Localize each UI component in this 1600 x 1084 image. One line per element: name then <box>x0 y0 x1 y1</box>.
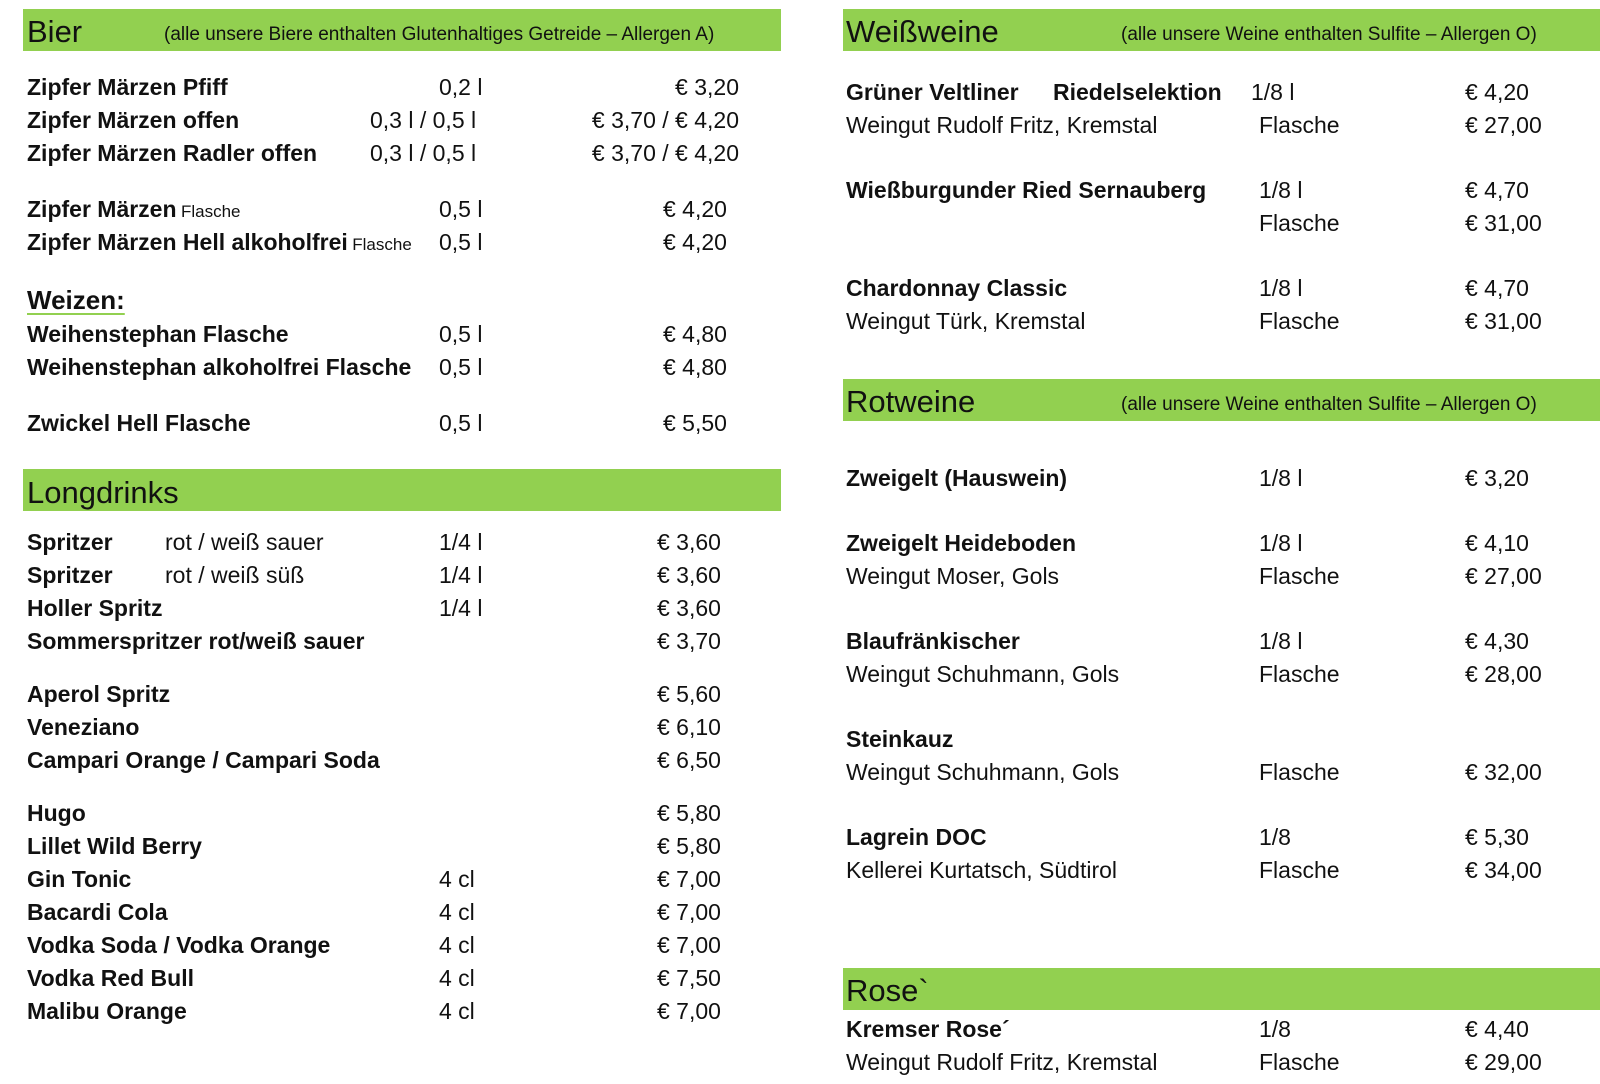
menu-item-name: Zipfer Märzen Radler offen <box>27 140 318 166</box>
wine-price-glass: € 4,30 <box>1465 628 1529 654</box>
menu-item-name: Aperol Spritz <box>27 681 171 707</box>
wine-name: Kremser Rose´ <box>846 1016 1010 1042</box>
menu-item-size: 1/4 l <box>439 562 483 588</box>
menu-item-price: € 7,00 <box>657 998 721 1024</box>
weissweine-section-title: Weißweine <box>846 14 999 49</box>
menu-item-price: € 3,60 <box>657 562 721 588</box>
menu-item-name: Malibu Orange <box>27 998 187 1024</box>
wine-winery: Weingut Rudolf Fritz, Kremstal <box>846 112 1158 138</box>
menu-item-price: € 4,80 <box>663 354 727 380</box>
longdrinks-section-title: Longdrinks <box>27 475 179 510</box>
menu-item-price: € 5,80 <box>657 833 721 859</box>
menu-item-price: € 6,10 <box>657 714 721 740</box>
menu-item-name: Lillet Wild Berry <box>27 833 202 859</box>
wine-size-bottle: Flasche <box>1259 759 1340 785</box>
wine-size-bottle: Flasche <box>1259 308 1340 334</box>
menu-item-size: 0,5 l <box>439 321 483 347</box>
wine-name: Wießburgunder Ried Sernauberg <box>846 177 1207 203</box>
menu-item-size: 1/4 l <box>439 595 483 621</box>
menu-item-name: Gin Tonic <box>27 866 132 892</box>
menu-item-price: € 7,00 <box>657 866 721 892</box>
wine-name: Steinkauz <box>846 726 954 752</box>
menu-item-size: 0,5 l <box>439 229 483 255</box>
wine-name: Lagrein DOC <box>846 824 987 850</box>
menu-item-price: € 4,20 <box>663 229 727 255</box>
menu-item-name: Zipfer Märzen <box>27 196 177 222</box>
wine-price-bottle: € 27,00 <box>1465 563 1542 589</box>
menu-item-price: € 7,00 <box>657 932 721 958</box>
wine-size-bottle: Flasche <box>1259 1049 1340 1075</box>
menu-item-name: Veneziano <box>27 714 140 740</box>
menu-item-name: Hugo <box>27 800 86 826</box>
wine-size-glass: 1/8 <box>1259 1016 1291 1042</box>
wine-price-glass: € 3,20 <box>1465 465 1529 491</box>
menu-item-price: € 5,50 <box>663 410 727 436</box>
wine-name: Zweigelt (Hauswein) <box>846 465 1068 491</box>
menu-item-price: € 3,70 / € 4,20 <box>591 107 739 133</box>
wine-winery: Weingut Rudolf Fritz, Kremstal <box>846 1049 1158 1075</box>
wine-price-glass: € 4,70 <box>1465 177 1529 203</box>
wine-size-bottle: Flasche <box>1259 857 1340 883</box>
menu-item-name: Zipfer Märzen Hell alkoholfrei <box>27 229 348 255</box>
menu-item-price: € 3,70 <box>657 628 721 654</box>
wine-winery: Weingut Türk, Kremstal <box>846 308 1086 334</box>
wine-price-bottle: € 31,00 <box>1465 210 1542 236</box>
menu-item-price: € 3,70 / € 4,20 <box>591 140 739 166</box>
menu-item-size: 0,2 l <box>439 74 483 100</box>
menu-item-name: Vodka Red Bull <box>27 965 194 991</box>
menu-item-price: € 5,60 <box>657 681 721 707</box>
wine-name: Chardonnay Classic <box>846 275 1068 301</box>
bier-allergen-note: (alle unsere Biere enthalten Glutenhaltiges Getreide – Allergen A) <box>164 24 715 45</box>
weissweine-allergen-note: (alle unsere Weine enthalten Sulfite – Allergen O) <box>1121 24 1537 45</box>
rose-header-bar <box>843 968 1600 1010</box>
menu-item-size: 0,3 l / 0,5 l <box>370 140 477 166</box>
menu-item-price: € 7,00 <box>657 899 721 925</box>
wine-price-bottle: € 29,00 <box>1465 1049 1542 1075</box>
menu-item-name: Zipfer Märzen Pfiff <box>27 74 228 100</box>
wine-name: Blaufränkischer <box>846 628 1020 654</box>
menu-item-price: € 3,60 <box>657 595 721 621</box>
weizen-heading: Weizen: <box>27 285 125 315</box>
menu-item-price: € 6,50 <box>657 747 721 773</box>
menu-item-name: Bacardi Cola <box>27 899 168 925</box>
menu-item-price: € 3,20 <box>675 74 739 100</box>
menu-item-size: 4 cl <box>439 932 475 958</box>
wine-size-bottle: Flasche <box>1259 661 1340 687</box>
menu-item-note: Flasche <box>352 235 412 254</box>
menu-item-name: Zipfer Märzen offen <box>27 107 240 133</box>
wine-winery: Kellerei Kurtatsch, Südtirol <box>846 857 1118 883</box>
rose-section-title: Rose` <box>846 973 929 1008</box>
wine-name: Grüner Veltliner <box>846 79 1019 105</box>
wine-price-bottle: € 34,00 <box>1465 857 1542 883</box>
wine-price-bottle: € 27,00 <box>1465 112 1542 138</box>
menu-item-name-row <box>27 196 241 223</box>
wine-size-glass: 1/8 l <box>1259 465 1303 491</box>
rotweine-section-title: Rotweine <box>846 384 976 419</box>
wine-price-bottle: € 28,00 <box>1465 661 1542 687</box>
menu-item-name: Weihenstephan Flasche <box>27 321 289 347</box>
wine-price-glass: € 4,20 <box>1465 79 1529 105</box>
menu-item-name: Weihenstephan alkoholfrei Flasche <box>27 354 412 380</box>
menu-item-name: Zwickel Hell Flasche <box>27 410 251 436</box>
menu-item-size: 0,5 l <box>439 196 483 222</box>
rotweine-allergen-note: (alle unsere Weine enthalten Sulfite – Allergen O) <box>1121 394 1537 415</box>
menu-item-size: 0,3 l / 0,5 l <box>370 107 477 133</box>
wine-size-glass: 1/8 l <box>1259 628 1303 654</box>
wine-size-glass: 1/8 l <box>1259 177 1303 203</box>
wine-size-bottle: Flasche <box>1259 563 1340 589</box>
menu-item-name: Spritzer <box>27 562 113 588</box>
wine-size-bottle: Flasche <box>1259 112 1340 138</box>
wine-price-bottle: € 31,00 <box>1465 308 1542 334</box>
wine-name-detail: Riedelselektion <box>1053 79 1222 105</box>
menu-item-name: Campari Orange / Campari Soda <box>27 747 380 773</box>
wine-size-glass: 1/8 l <box>1259 530 1303 556</box>
menu-item-name: Spritzer <box>27 529 113 555</box>
bier-section-title: Bier <box>27 14 83 49</box>
wine-size-glass: 1/8 l <box>1251 79 1295 105</box>
menu-item-size: 4 cl <box>439 965 475 991</box>
menu-item-note: Flasche <box>180 202 241 221</box>
wine-winery: Weingut Schuhmann, Gols <box>846 759 1120 785</box>
menu-item-name: Sommerspritzer rot/weiß sauer <box>27 628 365 654</box>
menu-item-price: € 5,80 <box>657 800 721 826</box>
menu-item-price: € 4,20 <box>663 196 727 222</box>
wine-price-bottle: € 32,00 <box>1465 759 1542 785</box>
menu-item-name: Holler Spritz <box>27 595 163 621</box>
wine-price-glass: € 5,30 <box>1465 824 1529 850</box>
wine-price-glass: € 4,10 <box>1465 530 1529 556</box>
wine-winery: Weingut Schuhmann, Gols <box>846 661 1120 687</box>
menu-item-price: € 7,50 <box>657 965 721 991</box>
wine-size-bottle: Flasche <box>1259 210 1340 236</box>
menu-item-size: 0,5 l <box>439 354 483 380</box>
menu-item-price: € 4,80 <box>663 321 727 347</box>
wine-name: Zweigelt Heideboden <box>846 530 1077 556</box>
menu-item-name: Vodka Soda / Vodka Orange <box>27 932 331 958</box>
menu-item-desc: rot / weiß sauer <box>165 529 324 555</box>
wine-price-glass: € 4,40 <box>1465 1016 1529 1042</box>
menu-item-size: 4 cl <box>439 899 475 925</box>
wine-size-glass: 1/8 l <box>1259 275 1303 301</box>
wine-price-glass: € 4,70 <box>1465 275 1529 301</box>
wine-size-glass: 1/8 <box>1259 824 1291 850</box>
menu-item-size: 0,5 l <box>439 410 483 436</box>
wine-winery: Weingut Moser, Gols <box>846 563 1060 589</box>
menu-item-size: 4 cl <box>439 998 475 1024</box>
menu-item-size: 1/4 l <box>439 529 483 555</box>
menu-item-size: 4 cl <box>439 866 475 892</box>
menu-item-price: € 3,60 <box>657 529 721 555</box>
menu-item-desc: rot / weiß süß <box>165 562 305 588</box>
menu-item-name-row <box>27 229 412 256</box>
